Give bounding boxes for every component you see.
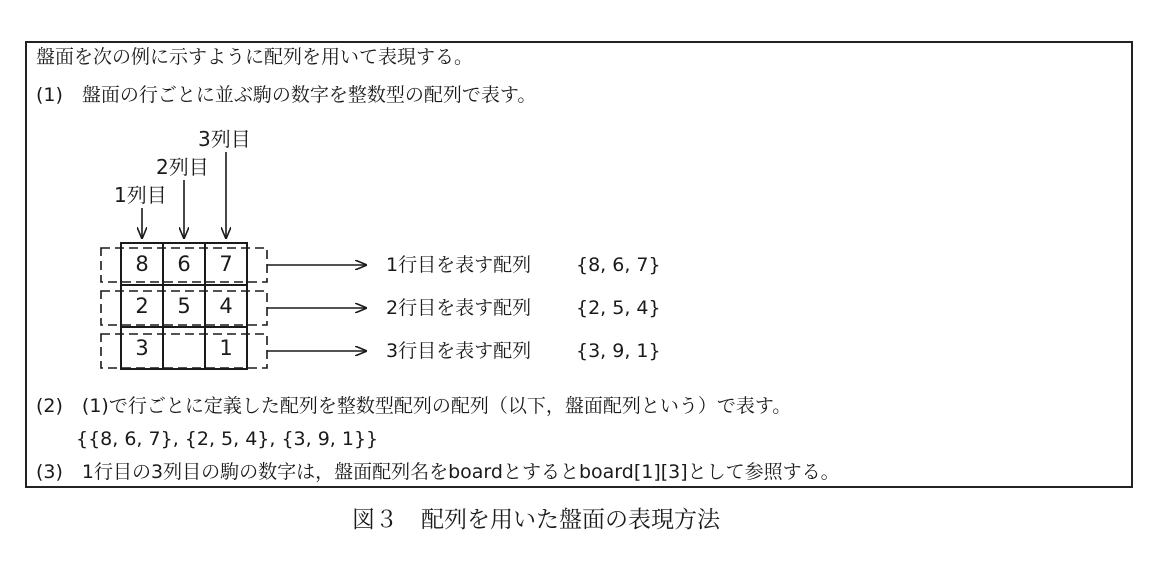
item-1-text: (1) 盤面の行ごとに並ぶ駒の数字を整数型の配列で表す。 (36, 84, 537, 106)
item-3-text: (3) 1行目の3列目の駒の数字は，盤面配列名をboardとするとboard[1][3]として参照する。 (36, 461, 840, 483)
item-2-value: {{8, 6, 7}, {2, 5, 4}, {3, 9, 1}} (76, 428, 379, 450)
cell-r2c2: 5 (177, 294, 191, 318)
row-2-array-label: 2行目を表す配列 (386, 297, 532, 319)
cell-r2c1: 2 (135, 294, 149, 318)
row-1-array-label: 1行目を表す配列 (386, 254, 532, 276)
row-2-array-value: {2, 5, 4} (576, 297, 661, 319)
column-label-1: 1列目 (114, 183, 167, 207)
cell-r1c3: 7 (219, 252, 233, 276)
cell-r3c3: 1 (219, 336, 233, 360)
item-2-text: (2) (1)で行ごとに定義した配列を整数型配列の配列（以下，盤面配列という）で表す。 (36, 395, 792, 417)
figure-caption: 図３ 配列を用いた盤面の表現方法 (352, 507, 720, 533)
cell-r2c3: 4 (219, 294, 233, 318)
intro-text: 盤面を次の例に示すように配列を用いて表現する。 (36, 46, 474, 68)
row-3-dashed-outline (101, 334, 267, 368)
cell-r1c1: 8 (135, 252, 149, 276)
column-label-2: 2列目 (156, 155, 209, 179)
row-1-array-value: {8, 6, 7} (576, 254, 661, 276)
row-3-array-value: {3, 9, 1} (576, 340, 661, 362)
column-label-3: 3列目 (198, 127, 251, 151)
cell-r3c1: 3 (135, 336, 149, 360)
cell-r1c2: 6 (177, 252, 191, 276)
row-3-array-label: 3行目を表す配列 (386, 340, 532, 362)
